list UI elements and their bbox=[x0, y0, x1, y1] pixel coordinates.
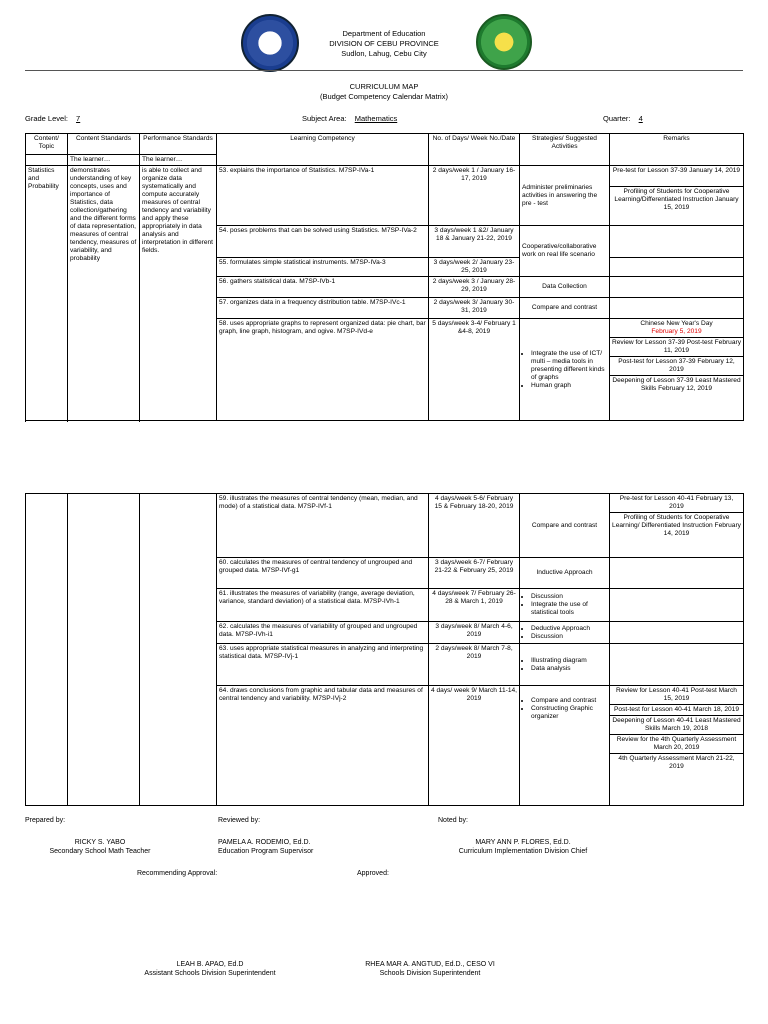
strategy-item: • Discussion bbox=[531, 633, 607, 641]
strategy-item: • Constructing Graphic organizer bbox=[531, 705, 607, 721]
remark-item: Pre-test for Lesson 37-39 January 14, 2019 bbox=[610, 166, 743, 187]
days-57: 2 days/week 3/ January 30-31, 2019 bbox=[429, 298, 520, 319]
days-64: 4 days/ week 9/ March 11-14, 2019 bbox=[429, 686, 520, 806]
remarks-55 bbox=[610, 258, 744, 277]
recommending-block bbox=[130, 960, 290, 978]
remark-item: Deepening of Lesson 37-39 Least Mastered Skills February 12, 2019 bbox=[612, 377, 741, 392]
strategy-60: Inductive Approach bbox=[520, 558, 610, 589]
days-59: 4 days/week 5-6/ February 15 & February 18-20, 2019 bbox=[429, 494, 520, 558]
performance-standard-cell: is able to collect and organize data systematically and compute accurately measures of central tendency and variability and apply these appropriately in data analysis and interpretation in different fields. bbox=[140, 166, 217, 421]
learner-label: The learner… bbox=[68, 155, 140, 166]
competency-61: 61. illustrates the measures of variability (range, average deviation, variance, standard deviation) of a statistical data. M7SP-IVh-1 bbox=[217, 589, 429, 622]
noted-by-block bbox=[438, 838, 608, 856]
strategy-57: Compare and contrast bbox=[520, 298, 610, 319]
title-line1: CURRICULUM MAP bbox=[349, 82, 419, 91]
remarks-59 bbox=[610, 494, 744, 558]
remark-item: Review for Lesson 37-39 Post-test February 11, 2019 bbox=[610, 338, 743, 357]
competency-63: 63. uses appropriate statistical measures in analyzing and interpreting statistical data. M7SP-IVj-1 bbox=[217, 644, 429, 686]
days-55: 3 days/week 2/ January 23-25, 2019 bbox=[429, 258, 520, 277]
remarks-60 bbox=[610, 558, 744, 589]
remarks-61 bbox=[610, 589, 744, 622]
strategy-56: Data Collection bbox=[520, 277, 610, 298]
remarks-57 bbox=[610, 298, 744, 319]
days-58: 5 days/week 3-4/ February 1 &4-8, 2019 bbox=[429, 319, 520, 421]
content-cell-empty bbox=[68, 494, 140, 806]
remark-item: Profiling of Students for Cooperative Learning/ Differentiated Instruction February 14, 2019 bbox=[612, 514, 741, 537]
remark-item: Pre-test for Lesson 40-41 February 13, 2019 bbox=[610, 494, 743, 513]
strategy-53: Administer preliminaries activities in answering the pre - test bbox=[520, 166, 610, 226]
learner-label: The learner… bbox=[140, 155, 217, 166]
remarks-63 bbox=[610, 644, 744, 686]
recommending-approval-label: Recommending Approval: bbox=[137, 870, 218, 877]
strategy-62 bbox=[520, 622, 610, 644]
prepared-name: RICKY S. YABO bbox=[74, 839, 126, 846]
content-standard-cell: demonstrates understanding of key concepts, uses and importance of Statistics, data collection/gathering and the different forms of data representation, measures of central tendency, measures of variability, and probability bbox=[68, 166, 140, 421]
remark-item: Review for Lesson 40-41 Post-test March 15, 2019 bbox=[610, 686, 743, 705]
days-60: 3 days/week 6-7/ February 21-22 & February 25, 2019 bbox=[429, 558, 520, 589]
strategy-63 bbox=[520, 644, 610, 686]
competency-57: 57. organizes data in a frequency distribution table. M7SP-IVc-1 bbox=[217, 298, 429, 319]
competency-64: 64. draws conclusions from graphic and tabular data and measures of central tendency and variability. M7SP-IVj-2 bbox=[217, 686, 429, 806]
header-division: DIVISION OF CEBU PROVINCE bbox=[329, 39, 439, 48]
header-strategies: Strategies/ Suggested Activities bbox=[520, 134, 610, 166]
remarks-64 bbox=[610, 686, 744, 806]
header-dept: Department of Education bbox=[342, 29, 426, 38]
remark-item: Profiling of Students for Cooperative Learning/Differentiated Instruction January 15, 2019 bbox=[614, 188, 739, 211]
reviewed-by-block bbox=[218, 838, 313, 856]
remarks-58 bbox=[610, 319, 744, 421]
remark-item: 4th Quarterly Assessment March 21-22, 2019 bbox=[618, 755, 735, 770]
strategy-64 bbox=[520, 686, 610, 806]
grade-value: 7 bbox=[76, 114, 81, 123]
curriculum-table-part2 bbox=[25, 493, 744, 806]
strategy-item: • Deductive Approach bbox=[531, 625, 607, 633]
remark-holiday bbox=[610, 319, 743, 338]
holiday-date: February 5, 2019 bbox=[651, 328, 702, 335]
header-performance-standards: Performance Standards bbox=[140, 134, 217, 155]
remarks-53 bbox=[610, 166, 744, 226]
reviewed-name: PAMELA A. RODEMIO, Ed.D. bbox=[218, 839, 311, 846]
remark-item: Review for the 4th Quarterly Assessment March 20, 2019 bbox=[610, 735, 743, 754]
empty-cell bbox=[26, 155, 68, 166]
approved-label: Approved: bbox=[357, 870, 389, 877]
header-learning-competency: Learning Competency bbox=[217, 134, 429, 166]
competency-55: 55. formulates simple statistical instruments. M7SP-IVa-3 bbox=[217, 258, 429, 277]
topic-cell-empty bbox=[26, 494, 68, 806]
remark-item: Post-test for Lesson 37-39 February 12, 2019 bbox=[610, 357, 743, 376]
grade-level bbox=[25, 114, 80, 123]
header-remarks: Remarks bbox=[610, 134, 744, 166]
prepared-title: Secondary School Math Teacher bbox=[49, 848, 151, 855]
header-divider bbox=[25, 70, 743, 71]
strategy-59: Compare and contrast bbox=[520, 494, 610, 558]
remarks-62 bbox=[610, 622, 744, 644]
subject-label: Subject Area: bbox=[302, 114, 347, 123]
performance-cell-empty bbox=[140, 494, 217, 806]
strategy-item: • Compare and contrast bbox=[531, 697, 607, 705]
days-63: 2 days/week 8/ March 7-8, 2019 bbox=[429, 644, 520, 686]
strategy-item: • Integrate the use of statistical tools bbox=[531, 601, 607, 617]
remark-item: Post-test for Lesson 40-41 March 18, 2019 bbox=[610, 705, 743, 716]
competency-62: 62. calculates the measures of variability of grouped and ungrouped data. M7SP-IVh-i1 bbox=[217, 622, 429, 644]
subject-value: Mathematics bbox=[354, 114, 398, 123]
competency-54: 54. poses problems that can be solved using Statistics. M7SP-IVa-2 bbox=[217, 226, 429, 258]
days-62: 3 days/week 8/ March 4-6, 2019 bbox=[429, 622, 520, 644]
quarter bbox=[603, 114, 643, 123]
strategy-61 bbox=[520, 589, 610, 622]
strategy-item: • Data analysis bbox=[531, 665, 607, 673]
subject-area bbox=[302, 114, 397, 123]
quarter-value: 4 bbox=[638, 114, 643, 123]
competency-53: 53. explains the importance of Statistics. M7SP-IVa-1 bbox=[217, 166, 429, 226]
noted-name: MARY ANN P. FLORES, Ed.D. bbox=[475, 839, 571, 846]
strategy-58 bbox=[520, 319, 610, 421]
remarks-54 bbox=[610, 226, 744, 258]
approved-name: RHEA MAR A. ANGTUD, Ed.D., CESO VI bbox=[365, 961, 495, 968]
competency-59: 59. illustrates the measures of central tendency (mean, median, and mode) of a statistical data. M7SP-IVf-1 bbox=[217, 494, 429, 558]
days-54: 3 days/week 1 &2/ January 18 & January 21-22, 2019 bbox=[429, 226, 520, 258]
recommending-title: Assistant Schools Division Superintendent bbox=[144, 970, 276, 977]
strategy-item: • Human graph bbox=[531, 382, 607, 390]
competency-60: 60. calculates the measures of central tendency of ungrouped and grouped data. M7SP-IVf-g1 bbox=[217, 558, 429, 589]
competency-58: 58. uses appropriate graphs to represent organized data: pie chart, bar graph, line graph, histogram, and ogive. M7SP-IVd-e bbox=[217, 319, 429, 421]
days-56: 2 days/week 3 / January 28-29, 2019 bbox=[429, 277, 520, 298]
approved-block bbox=[350, 960, 510, 978]
holiday-name: Chinese New Year's Day bbox=[640, 320, 713, 327]
reviewed-title: Education Program Supervisor bbox=[218, 848, 314, 855]
noted-by-label: Noted by: bbox=[438, 817, 468, 824]
header-topic: Content/ Topic bbox=[26, 134, 68, 155]
strategy-item: • Integrate the use of ICT/ multi – media tools in presenting different kinds of graphs bbox=[531, 350, 607, 382]
strategy-item: • Illustrating diagram bbox=[531, 657, 607, 665]
days-53: 2 days/week 1 / January 16-17, 2019 bbox=[429, 166, 520, 226]
document-title bbox=[0, 82, 768, 102]
noted-title: Curriculum Implementation Division Chief bbox=[458, 848, 588, 855]
topic-cell: Statistics and Probability bbox=[26, 166, 68, 421]
header-address: Sudlon, Lahug, Cebu City bbox=[341, 49, 427, 58]
header-days: No. of Days/ Week No./Date bbox=[429, 134, 520, 166]
title-line2: (Budget Competency Calendar Matrix) bbox=[320, 92, 448, 101]
grade-label: Grade Level: bbox=[25, 114, 68, 123]
prepared-by-block bbox=[25, 838, 175, 856]
remark-item: Deepening of Lesson 40-41 Least Mastered Skills March 19, 2018 bbox=[610, 716, 743, 735]
strategy-54: Cooperative/collaborative work on real life scenario bbox=[520, 226, 610, 277]
approved-title: Schools Division Superintendent bbox=[379, 970, 481, 977]
prepared-by-label: Prepared by: bbox=[25, 817, 66, 824]
remarks-56 bbox=[610, 277, 744, 298]
quarter-label: Quarter: bbox=[603, 114, 631, 123]
strategy-item: • Discussion bbox=[531, 593, 607, 601]
days-61: 4 days/week 7/ February 26-28 & March 1, 2019 bbox=[429, 589, 520, 622]
header-content-standards: Content Standards bbox=[68, 134, 140, 155]
curriculum-table-part1 bbox=[25, 133, 744, 421]
competency-56: 56. gathers statistical data. M7SP-IVb-1 bbox=[217, 277, 429, 298]
recommending-name: LEAH B. APAO, Ed.D bbox=[176, 961, 244, 968]
reviewed-by-label: Reviewed by: bbox=[218, 817, 261, 824]
